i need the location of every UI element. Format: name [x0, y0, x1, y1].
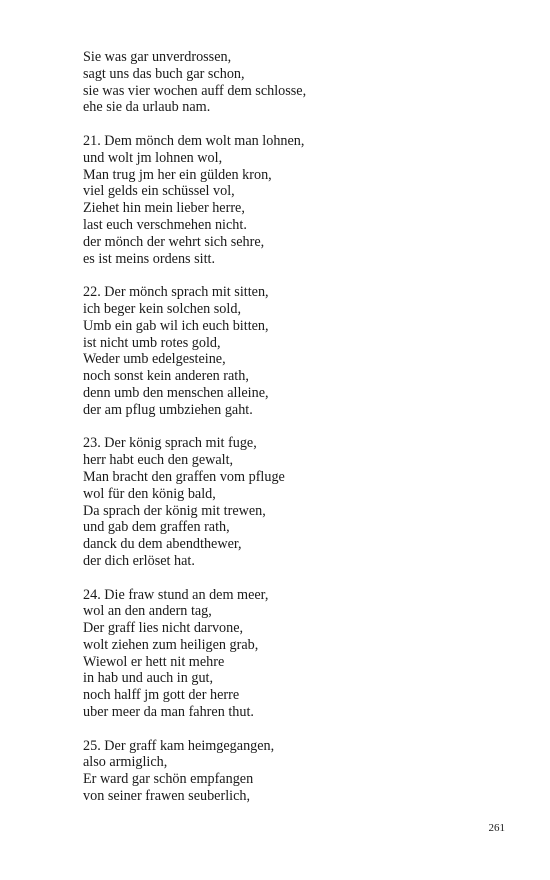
verse-line: 23. Der könig sprach mit fuge, [83, 435, 257, 452]
verse-line: also armiglich, [83, 754, 168, 771]
verse-line: 21. Dem mönch dem wolt man lohnen, [83, 132, 305, 149]
verse-line: der mönch der wehrt sich sehre, [83, 233, 265, 250]
verse-line: wolt ziehen zum heiligen grab, [83, 636, 259, 653]
stanza-23 [83, 435, 503, 569]
verse-line: Der graff lies nicht darvone, [83, 620, 244, 637]
verse-line: Umb ein gab wil ich euch bitten, [83, 317, 269, 334]
page-number: 261 [488, 822, 505, 834]
verse-line: von seiner frawen seuberlich, [83, 788, 251, 805]
verse-line: Weder umb edelgesteine, [83, 351, 226, 368]
verse-line: 22. Der mönch sprach mit sitten, [83, 284, 269, 301]
stanza-22 [83, 284, 503, 418]
verse-line: sagt uns das buch gar schon, [83, 65, 245, 82]
verse-line: noch sonst kein anderen rath, [83, 368, 249, 385]
verse-line: und gab dem graffen rath, [83, 519, 230, 536]
poem-text [83, 49, 503, 822]
verse-line: Man bracht den graffen vom pfluge [83, 468, 285, 485]
verse-line: uber meer da man fahren thut. [83, 704, 254, 721]
verse-line: wol an den andern tag, [83, 603, 212, 620]
stanza-21 [83, 133, 503, 267]
verse-line: der am pflug umbziehen gaht. [83, 401, 253, 418]
stanza-24 [83, 587, 503, 721]
verse-line: sie was vier wochen auff dem schlosse, [83, 82, 307, 99]
verse-line: Man trug jm her ein gülden kron, [83, 166, 272, 183]
verse-line: Wiewol er hett nit mehre [83, 653, 225, 670]
verse-line: noch halff jm gott der herre [83, 687, 240, 704]
verse-line: der dich erlöset hat. [83, 552, 195, 569]
verse-line: in hab und auch in gut, [83, 670, 214, 687]
stanza-20 [83, 49, 503, 116]
verse-line: wol für den könig bald, [83, 485, 216, 502]
verse-line: denn umb den menschen alleine, [83, 384, 269, 401]
verse-line: ich beger kein solchen sold, [83, 300, 241, 317]
verse-line: ist nicht umb rotes gold, [83, 334, 221, 351]
verse-line: 25. Der graff kam heimgegangen, [83, 737, 275, 754]
verse-line: Sie was gar unverdrossen, [83, 49, 232, 65]
verse-line: danck du dem abendthewer, [83, 536, 242, 553]
verse-line: viel gelds ein schüssel vol, [83, 183, 235, 200]
stanza-25 [83, 738, 503, 805]
verse-line: herr habt euch den gewalt, [83, 452, 234, 469]
verse-line: es ist meins ordens sitt. [83, 250, 216, 267]
verse-line: und wolt jm lohnen wol, [83, 149, 223, 166]
verse-line: last euch verschmehen nicht. [83, 216, 247, 233]
verse-line: Da sprach der könig mit trewen, [83, 502, 266, 519]
verse-line: 24. Die fraw stund an dem meer, [83, 586, 269, 603]
verse-line: Er ward gar schön empfangen [83, 771, 254, 788]
verse-line: Ziehet hin mein lieber herre, [83, 200, 245, 217]
verse-line: ehe sie da urlaub nam. [83, 99, 211, 116]
